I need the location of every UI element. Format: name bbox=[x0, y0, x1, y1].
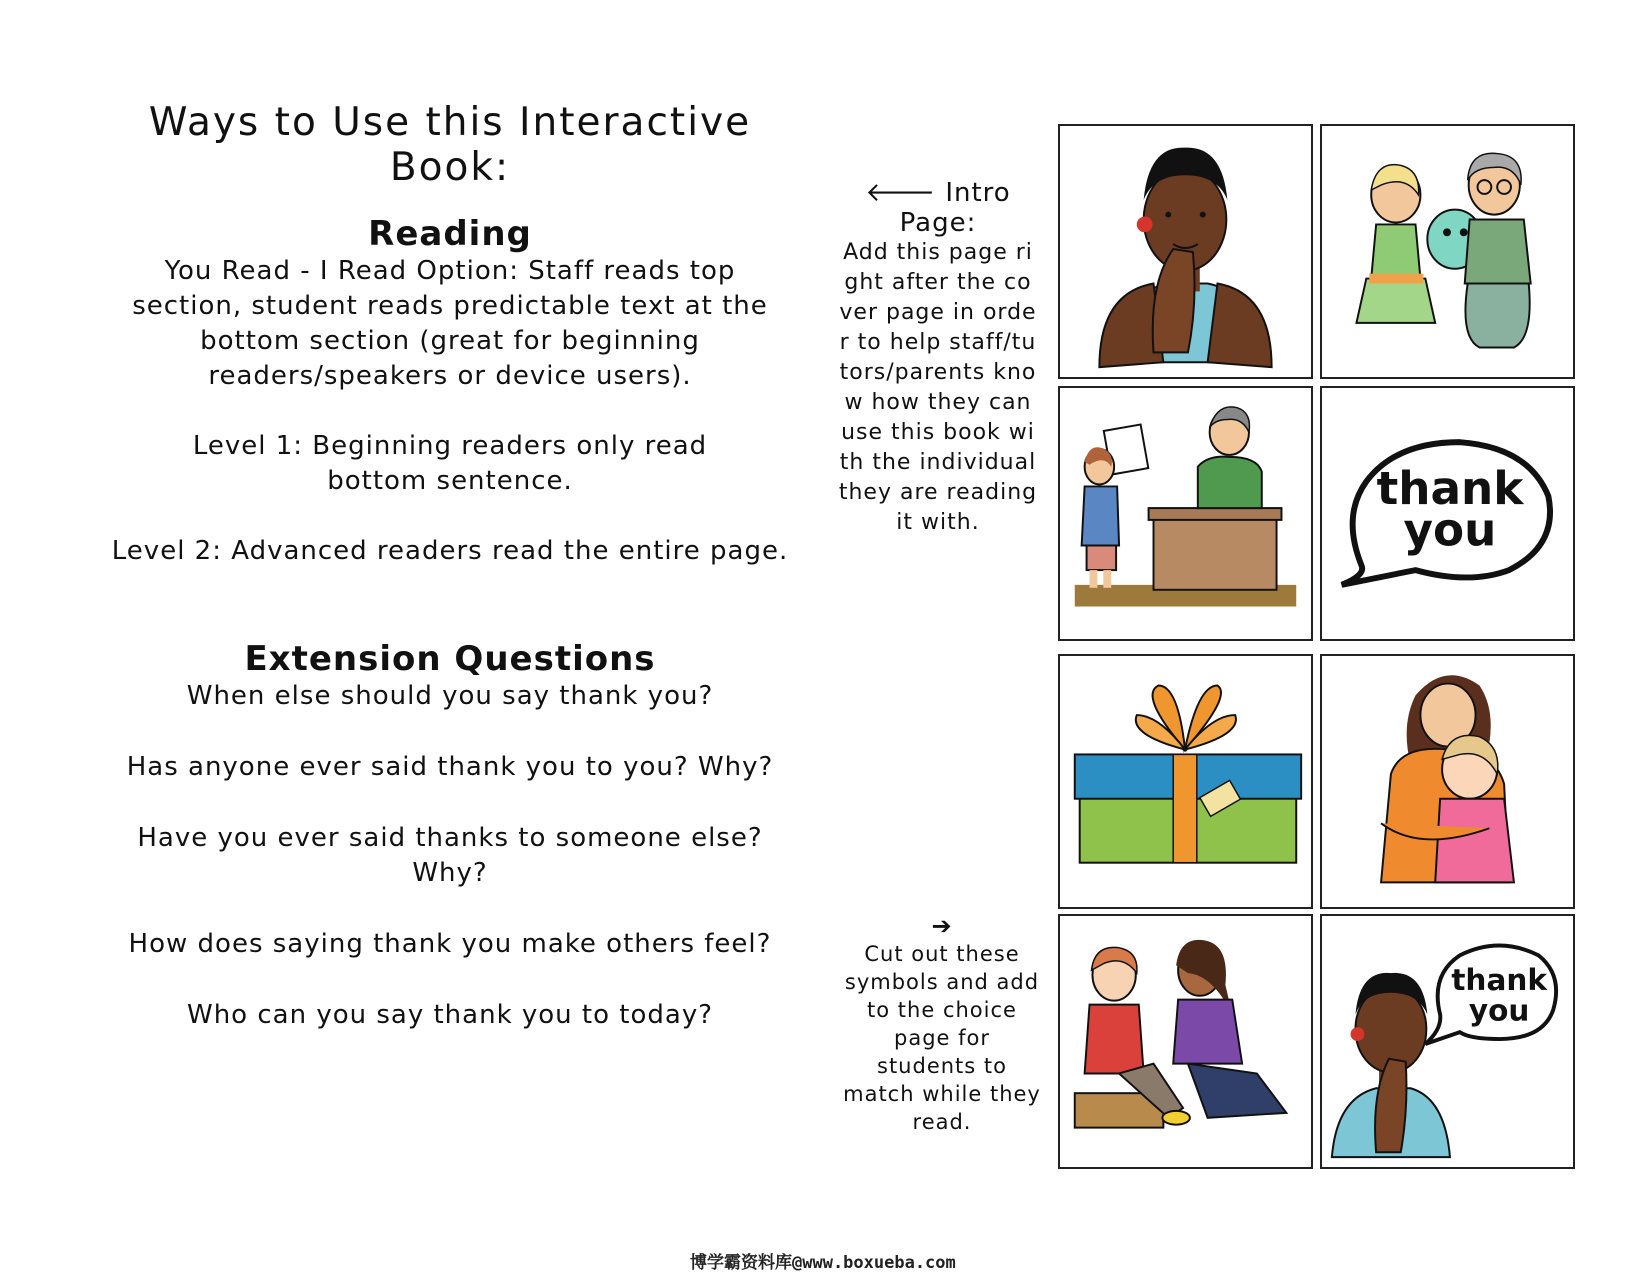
intro-note-text: Add this page right after the cover page in order to help staff/tutors/parents know how they can use this book with the individual they are reading it with. bbox=[838, 240, 1038, 535]
intro-page-note bbox=[838, 178, 1038, 538]
boy-signing-thank-you-icon bbox=[1060, 126, 1311, 377]
level-2-text: Level 2: Advanced readers read the entire page. bbox=[111, 536, 789, 566]
bubble-text-thank: thank bbox=[1376, 462, 1524, 516]
reading-description: You Read - I Read Option: Staff reads top section, student reads predictable text at the bottom section (great for beginning readers/speakers or device users). bbox=[132, 256, 768, 391]
cut-out-note bbox=[842, 912, 1042, 1136]
question-item: Have you ever said thanks to someone else? Why? bbox=[137, 823, 763, 888]
mother-hug-icon bbox=[1322, 656, 1573, 907]
question-item: Who can you say thank you to today? bbox=[186, 1000, 714, 1030]
reading-heading: Reading bbox=[368, 214, 532, 254]
symbol-tile[interactable] bbox=[1058, 914, 1313, 1169]
symbol-tile[interactable] bbox=[1320, 654, 1575, 909]
thank-you-speech-bubble-icon bbox=[1322, 388, 1573, 639]
boy-with-thank-you-bubble-icon bbox=[1322, 916, 1573, 1167]
intro-note-heading: Intro Page: bbox=[899, 178, 1011, 238]
footer-watermark: 博学霸资料库@www.boxueba.com bbox=[690, 1253, 956, 1273]
gift-box-icon bbox=[1060, 656, 1311, 907]
cut-note-text: Cut out these symbols and add to the choice page for students to match while they read. bbox=[843, 942, 1041, 1134]
symbol-tile[interactable] bbox=[1320, 124, 1575, 379]
bubble-text-you: you bbox=[1403, 503, 1497, 557]
bubble-text-you: you bbox=[1468, 993, 1530, 1028]
bubble-text-thank: thank bbox=[1451, 962, 1548, 997]
question-item: When else should you say thank you? bbox=[186, 681, 714, 711]
left-arrow-icon: 🡐 bbox=[865, 178, 937, 208]
symbol-tile[interactable] bbox=[1058, 654, 1313, 909]
symbol-tile[interactable] bbox=[1320, 386, 1575, 641]
question-item: Has anyone ever said thank you to you? Why? bbox=[126, 752, 774, 782]
symbol-tile[interactable] bbox=[1320, 914, 1575, 1169]
grandma-gives-gift-icon bbox=[1322, 126, 1573, 377]
right-arrow-icon: ➔ bbox=[931, 912, 953, 940]
symbol-tile[interactable] bbox=[1058, 386, 1313, 641]
instructions-column bbox=[100, 100, 800, 1033]
symbol-tile[interactable] bbox=[1058, 124, 1313, 379]
question-item: How does saying thank you make others feel? bbox=[128, 929, 772, 959]
page-title: Ways to Use this Interactive Book: bbox=[148, 100, 752, 190]
level-1-text: Level 1: Beginning readers only read bottom sentence. bbox=[192, 431, 708, 496]
extension-heading: Extension Questions bbox=[244, 639, 656, 679]
girls-helping-shoe-icon bbox=[1060, 916, 1311, 1167]
student-teacher-paper-icon bbox=[1060, 388, 1311, 639]
